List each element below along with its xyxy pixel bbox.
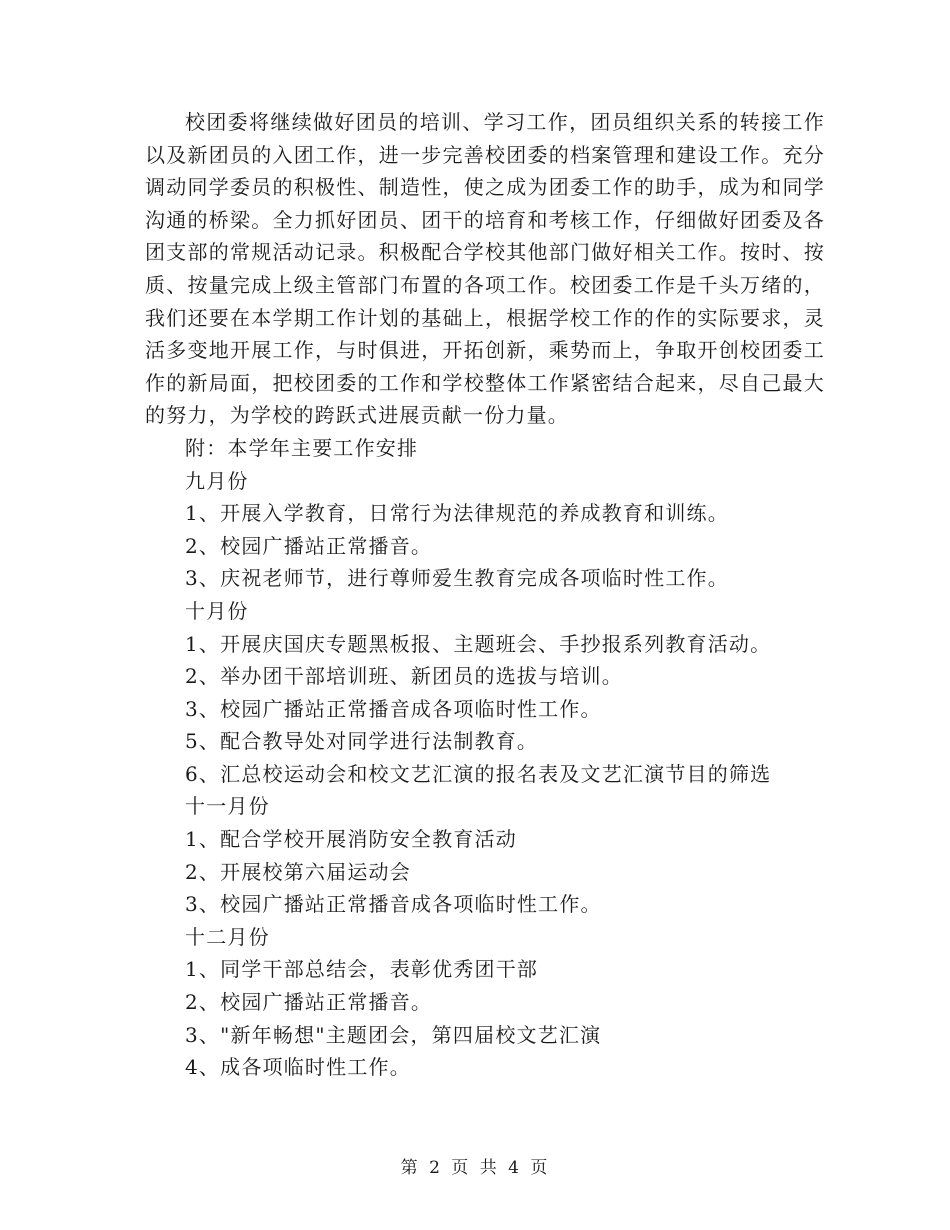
list-item: 2、开展校第六届运动会 [185, 859, 411, 884]
month-heading-september: 九月份 [185, 468, 249, 493]
list-item: 1、开展庆国庆专题黑板报、主题班会、手抄报系列教育活动。 [185, 631, 772, 656]
list-item: 6、汇总校运动会和校文艺汇演的报名表及文艺汇演节目的筛选 [185, 761, 772, 786]
list-item: 2、举办团干部培训班、新团员的选拔与培训。 [185, 664, 623, 689]
list-item: 3、庆祝老师节，进行尊师爱生教育完成各项临时性工作。 [185, 566, 729, 591]
list-item: 2、校园广播站正常播音。 [185, 990, 433, 1015]
intro-paragraph: 校团委将继续做好团员的培训、学习工作，团员组织关系的转接工作以及新团员的入团工作，进一步完善校团委的档案管理和建设工作。充分调动同学委员的积极性、制造性，使之成为团委工作的助手，成为和同学沟通的桥梁。全力抓好团员、团干的培育和考核工作，仔细做好团委及各团支部的常规活动记录。积极配合学校其他部门做好相关工作。按时、按质、按量完成上级主管部门布置的各项工作。校团委工作是千头万绪的，我们还要在本学期工作计划的基础上，根据学校工作的作的实际要求，灵活多变地开展工作，与时俱进，开拓创新，乘势而上，争取开创校团委工作的新局面，把校团委的工作和学校整体工作紧密结合起来，尽自己最大的努力，为学校的跨跃式进展贡献一份力量。 [145, 110, 825, 428]
month-heading-december: 十二月份 [185, 924, 270, 949]
appendix-title: 附：本学年主要工作安排 [185, 435, 419, 460]
month-heading-november: 十一月份 [185, 794, 270, 819]
list-item: 5、配合教导处对同学进行法制教育。 [185, 729, 539, 754]
month-heading-october: 十月份 [185, 598, 249, 623]
list-item: 1、开展入学教育，日常行为法律规范的养成教育和训练。 [185, 501, 729, 526]
list-item: 3、校园广播站正常播音成各项临时性工作。 [185, 892, 602, 917]
list-item: 1、配合学校开展消防安全教育活动 [185, 827, 517, 852]
list-item: 3、校园广播站正常播音成各项临时性工作。 [185, 696, 602, 721]
page-number-footer: 第 2 页 共 4 页 [400, 1158, 550, 1178]
page-content [145, 106, 825, 1084]
list-item: 1、同学干部总结会，表彰优秀团干部 [185, 957, 539, 982]
list-item: 2、校园广播站正常播音。 [185, 533, 433, 558]
list-item: 4、成各项临时性工作。 [185, 1055, 411, 1080]
list-item: 3、"新年畅想"主题团会，第四届校文艺汇演 [185, 1022, 602, 1047]
